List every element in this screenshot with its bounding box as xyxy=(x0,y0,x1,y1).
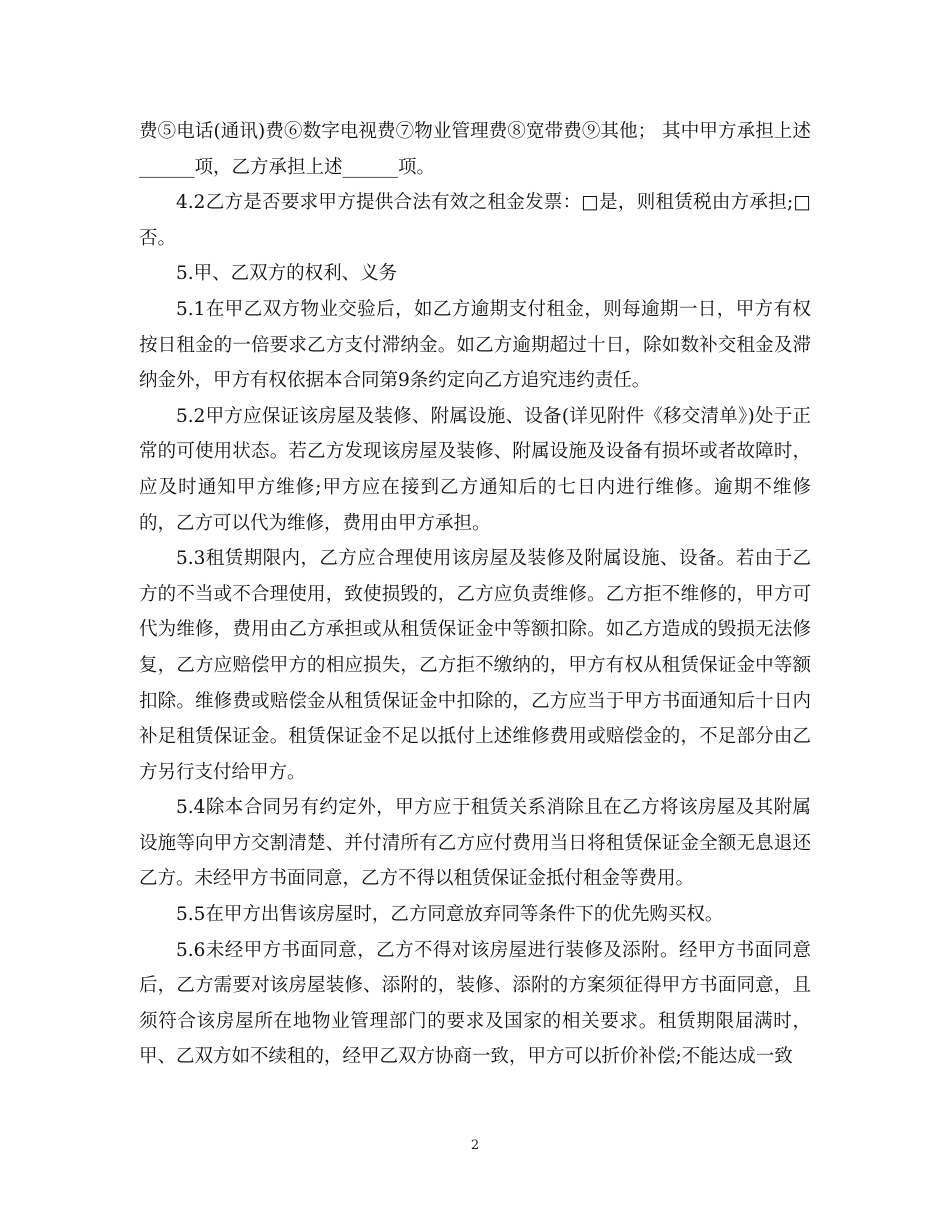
paragraph-5-2: 5.2甲方应保证该房屋及装修、附属设施、设备(详见附件《移交清单》)处于正常的可使用状态。若乙方发现该房屋及装修、附属设施及设备有损坏或者故障时，应及时通知甲方维修;甲方应在接到乙方通知后的七日内进行维修。逾期不维修的，乙方可以代为维修，费用由甲方承担。 xyxy=(139,405,811,534)
paragraph-fee-continuation: 费⑤电话(通讯)费⑥数字电视费⑦物业管理费⑧宽带费⑨其他； 其中甲方承担上述______项，乙方承担上述______项。 xyxy=(139,121,811,178)
section-heading-5: 5.甲、乙双方的权利、义务 xyxy=(176,263,398,285)
paragraph-5-1: 5.1在甲乙双方物业交验后，如乙方逾期支付租金，则每逾期一日，甲方有权按日租金的一倍要求乙方支付滞纳金。如乙方逾期超过十日，除如数补交租金及滞纳金外，甲方有权依据本合同第9条约定向乙方追究违约责任。 xyxy=(139,298,811,392)
document-body xyxy=(139,114,811,1075)
page-number: 2 xyxy=(470,1138,480,1153)
paragraph-5-3: 5.3租赁期限内，乙方应合理使用该房屋及装修及附属设施、设备。若由于乙方的不当或不合理使用，致使损毁的，乙方应负责维修。乙方拒不维修的，甲方可代为维修，费用由乙方承担或从租赁保证金中等额扣除。如乙方造成的毁损无法修复，乙方应赔偿甲方的相应损失，乙方拒不缴纳的，甲方有权从租赁保证金中等额扣除。维修费或赔偿金从租赁保证金中扣除的，乙方应当于甲方书面通知后十日内补足租赁保证金。租赁保证金不足以抵付上述维修费用或赔偿金的，不足部分由乙方另行支付给甲方。 xyxy=(139,548,811,783)
paragraph-5-4: 5.4除本合同另有约定外，甲方应于租赁关系消除且在乙方将该房屋及其附属设施等向甲方交割清楚、并付清所有乙方应付费用当日将租赁保证金全额无息退还乙方。未经甲方书面同意，乙方不得以租赁保证金抵付租金等费用。 xyxy=(139,797,811,890)
paragraph-5-5: 5.5在甲方出售该房屋时，乙方同意放弃同等条件下的优先购买权。 xyxy=(176,904,724,926)
paragraph-4-2: 4.2乙方是否要求甲方提供合法有效之租金发票：□是，则租赁税由方承担;□否。 xyxy=(139,192,811,249)
paragraph-5-6: 5.6未经甲方书面同意，乙方不得对该房屋进行装修及添附。经甲方书面同意后，乙方需要对该房屋装修、添附的，装修、添附的方案须征得甲方书面同意，且须符合该房屋所在地物业管理部门的要求及国家的相关要求。租赁期限届满时，甲、乙双方如不续租的，经甲乙双方协商一致，甲方可以折价补偿;不能达成一致 xyxy=(139,939,811,1068)
